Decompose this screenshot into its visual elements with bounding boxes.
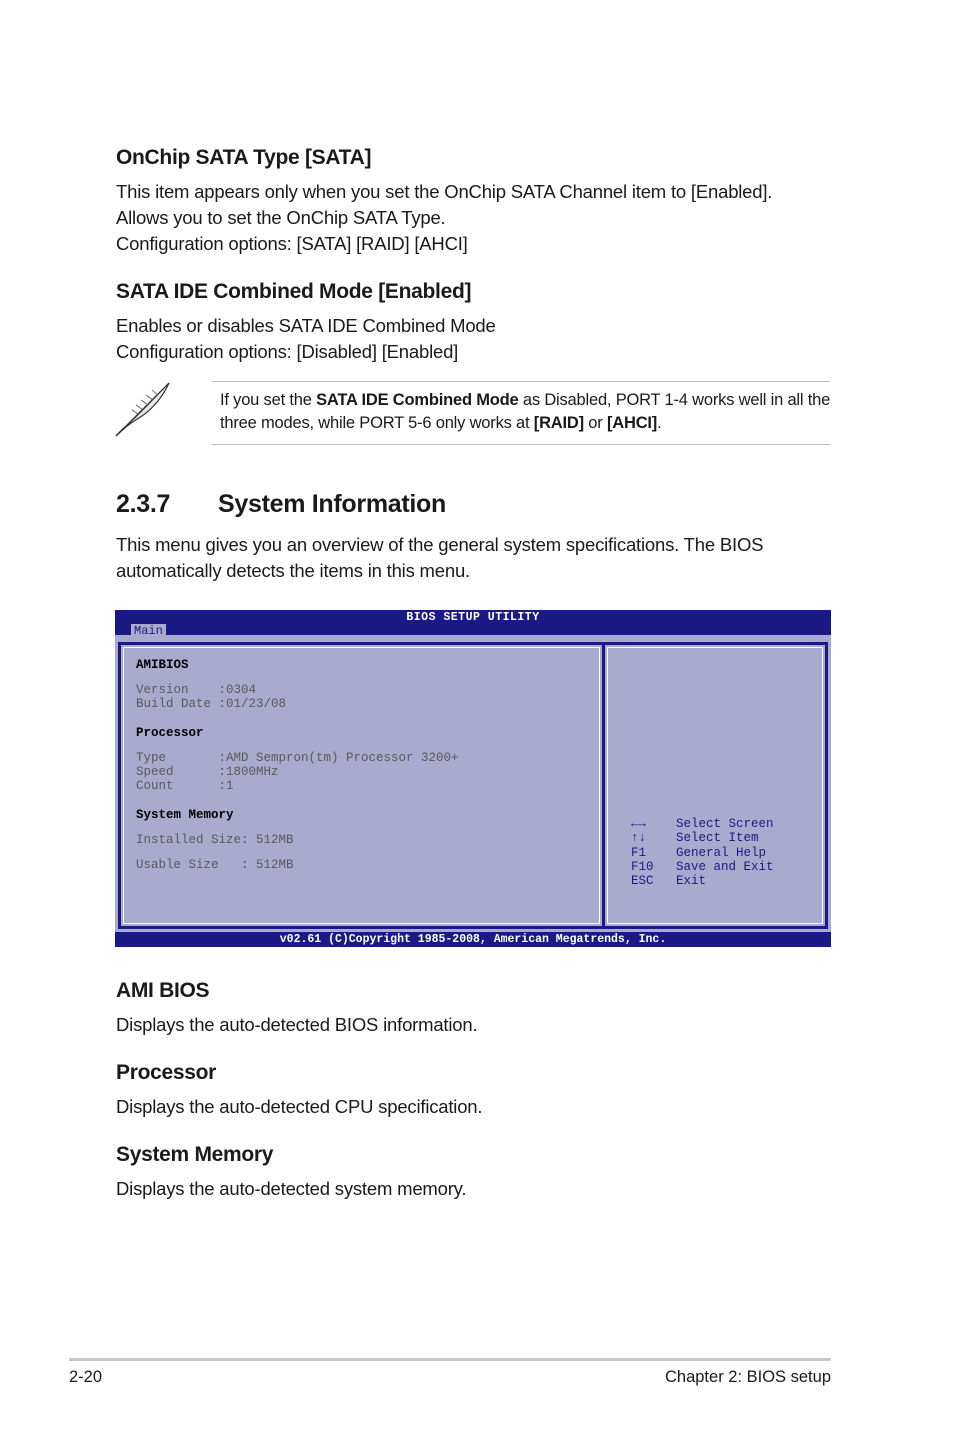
key-desc-save-and-exit: Save and Exit [676,860,774,874]
key-f10: F10 [631,860,654,874]
installed-size: Installed Size: 512MB [136,833,294,847]
subsection-text-ami-bios: Displays the auto-detected BIOS information. [116,1014,478,1035]
amibios-label: AMIBIOS [136,658,189,672]
text-line: Enables or disables SATA IDE Combined Mode [116,315,496,336]
tab-main[interactable]: Main [131,624,166,638]
subsection-heading-system-memory: System Memory [116,1143,274,1166]
note-text: If you set the SATA IDE Combined Mode as Disabled, PORT 1-4 works well in all the three modes, while PORT 5-6 only works at [RAID] or [AHCI]. [220,391,831,432]
chapter-label: Chapter 2: BIOS setup [664,1368,831,1386]
subsection-heading-processor: Processor [116,1061,217,1084]
key-f1: F1 [631,846,647,860]
processor-count: Count :1 [136,779,234,793]
up-down-arrows-icon: ↑↓ [631,831,647,845]
footer-rule [69,1358,831,1361]
key-desc-select-screen: Select Screen [676,817,774,831]
key-desc-select-item: Select Item [676,831,759,845]
section-body-onchip-sata [116,179,772,257]
text-line: This item appears only when you set the OnChip SATA Channel item to [Enabled]. [116,181,773,202]
bios-build-date: Build Date :01/23/08 [136,697,287,711]
subsection-text-processor: Displays the auto-detected CPU specification. [116,1096,483,1117]
bios-title-bar [115,610,831,638]
left-right-arrows-icon: ←→ [631,817,647,831]
system-memory-label: System Memory [136,808,234,822]
section-body-sata-ide [116,313,496,365]
bios-title: BIOS SETUP UTILITY [406,611,540,624]
bios-copyright: v02.61 (C)Copyright 1985-2008, American Megatrends, Inc. [279,933,667,946]
note-top-rule [212,381,830,382]
subsection-text-system-memory: Displays the auto-detected system memory. [116,1178,467,1199]
text-line: automatically detects the items in this menu. [116,560,470,581]
bios-status-bar [115,932,831,947]
section-heading-sata-ide: SATA IDE Combined Mode [Enabled] [116,280,472,303]
text-line: This menu gives you an overview of the general system specifications. The BIOS [116,534,764,555]
processor-type: Type :AMD Sempron(tm) Processor 3200+ [136,751,459,765]
text-line: Configuration options: [SATA] [RAID] [AHCI] [116,233,468,254]
section-body-system-info [116,532,763,584]
bios-version: Version :0304 [136,683,257,697]
feather-quill-icon [112,380,174,438]
processor-speed: Speed :1800MHz [136,765,279,779]
text-line: Allows you to set the OnChip SATA Type. [116,207,446,228]
note-bottom-rule [212,444,830,445]
key-esc: ESC [631,874,654,888]
section-number: 2.3.7 [116,490,171,518]
page-number: 2-20 [69,1368,103,1386]
page-title: System Information [218,490,446,518]
usable-size: Usable Size : 512MB [136,858,294,872]
key-desc-exit: Exit [676,874,707,888]
section-heading-onchip-sata: OnChip SATA Type [SATA] [116,146,372,169]
bios-screen [115,610,831,947]
text-line: Configuration options: [Disabled] [Enabled] [116,341,459,362]
subsection-heading-ami-bios: AMI BIOS [116,979,210,1002]
key-desc-general-help: General Help [676,846,767,860]
processor-label: Processor [136,726,204,740]
